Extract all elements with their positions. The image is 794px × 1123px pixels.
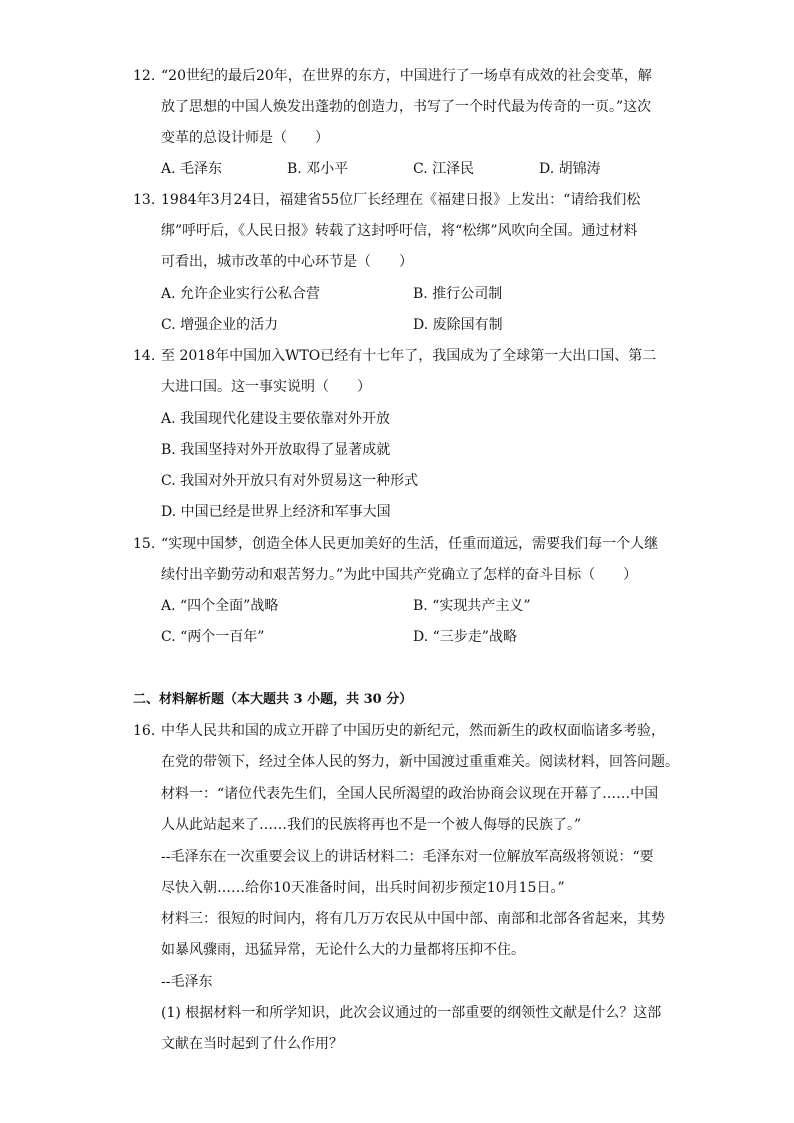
- question-13-line-1: 1984年3月24日，福建省55位厂长经理在《福建日报》上发出：“请给我们松: [161, 192, 641, 208]
- question-13-line-3: 可看出，城市改革的中心环节是（ ）: [161, 254, 413, 270]
- question-16-line-10: (1) 根据材料一和所学知识，此次会议通过的一部重要的纲领性文献是什么？这部: [161, 1005, 662, 1021]
- question-12-option-b: B. 邓小平: [287, 161, 349, 177]
- question-16-line-2: 在党的带领下，经过全体人民的努力，新中国渡过重重难关。阅读材料，回答问题。: [161, 754, 679, 770]
- question-13-option-d: D. 废除国有制: [413, 317, 503, 333]
- question-15-option-c: C. “两个一百年”: [161, 629, 265, 645]
- question-13-option-a: A. 允许企业实行公私合营: [161, 286, 321, 302]
- question-12-option-a: A. 毛泽东: [161, 161, 223, 177]
- question-16-line-8: 如暴风骤雨，迅猛异常，无论什么大的力量都将压抑不住。: [161, 942, 525, 958]
- question-13-option-c: C. 增强企业的活力: [161, 317, 279, 333]
- question-16-line-3: 材料一：“诸位代表先生们，全国人民所渴望的政治协商会议现在开幕了……中国: [161, 786, 659, 802]
- question-16-line-11: 文献在当时起到了什么作用？: [161, 1036, 343, 1052]
- question-16-line-9: --毛泽东: [161, 974, 213, 990]
- question-14-line-1: 至 2018年中国加入WTO已经有十七年了，我国成为了全球第一大出口国、第二: [161, 348, 657, 364]
- question-16-line-6: 尽快入朝……给你10天准备时间，出兵时间初步预定10月15日。”: [161, 880, 565, 896]
- question-13-number: 13.: [133, 192, 156, 208]
- section-2-heading: 二、材料解析题（本大题共 3 小题，共 30 分）: [133, 692, 413, 707]
- question-12-line-1: “20世纪的最后20年，在世界的东方，中国进行了一场卓有成效的社会变革，解: [161, 68, 652, 84]
- question-12-option-c: C. 江泽民: [413, 161, 475, 177]
- question-15-number: 15.: [133, 536, 156, 552]
- question-14-option-b: B. 我国坚持对外开放取得了显著成就: [161, 442, 391, 458]
- question-13-line-2: 绑”呼吁后，《人民日报》转载了这封呼吁信，将“松绑”风吹向全国。通过材料: [161, 223, 638, 239]
- question-15-option-d: D. “三步走”战略: [413, 629, 517, 645]
- question-12-number: 12.: [133, 68, 156, 84]
- question-12-line-3: 变革的总设计师是（ ）: [161, 130, 329, 146]
- question-12-option-d: D. 胡锦涛: [539, 161, 601, 177]
- question-14-number: 14.: [133, 348, 156, 364]
- question-15-option-a: A. “四个全面”战略: [161, 598, 279, 614]
- question-13-option-b: B. 推行公司制: [413, 286, 503, 302]
- question-14-line-2: 大进口国。这一事实说明（ ）: [161, 379, 371, 395]
- question-15-line-1: “实现中国梦，创造全体人民更加美好的生活，任重而道远，需要我们每一个人继: [161, 536, 659, 552]
- question-14-option-c: C. 我国对外开放只有对外贸易这一种形式: [161, 473, 419, 489]
- question-16-line-5: --毛泽东在一次重要会议上的讲话材料二：毛泽东对一位解放军高级将领说：“要: [161, 849, 654, 865]
- question-14-option-a: A. 我国现代化建设主要依靠对外开放: [161, 411, 391, 427]
- question-16-line-7: 材料三：很短的时间内，将有几万万农民从中国中部、南部和北部各省起来，其势: [161, 911, 665, 927]
- question-16-line-1: 中华人民共和国的成立开辟了中国历史的新纪元，然而新生的政权面临诸多考验，: [161, 723, 665, 739]
- question-16-number: 16.: [133, 723, 156, 739]
- question-15-option-b: B. “实现共产主义”: [413, 598, 531, 614]
- question-14-option-d: D. 中国已经是世界上经济和军事大国: [161, 504, 391, 520]
- question-15-line-2: 续付出辛勤劳动和艰苦努力。”为此中国共产党确立了怎样的奋斗目标（ ）: [161, 567, 638, 583]
- question-12-line-2: 放了思想的中国人焕发出蓬勃的创造力，书写了一个时代最为传奇的一页。”这次: [161, 99, 652, 115]
- question-16-line-4: 人从此站起来了……我们的民族将再也不是一个被人侮辱的民族了。”: [161, 817, 582, 833]
